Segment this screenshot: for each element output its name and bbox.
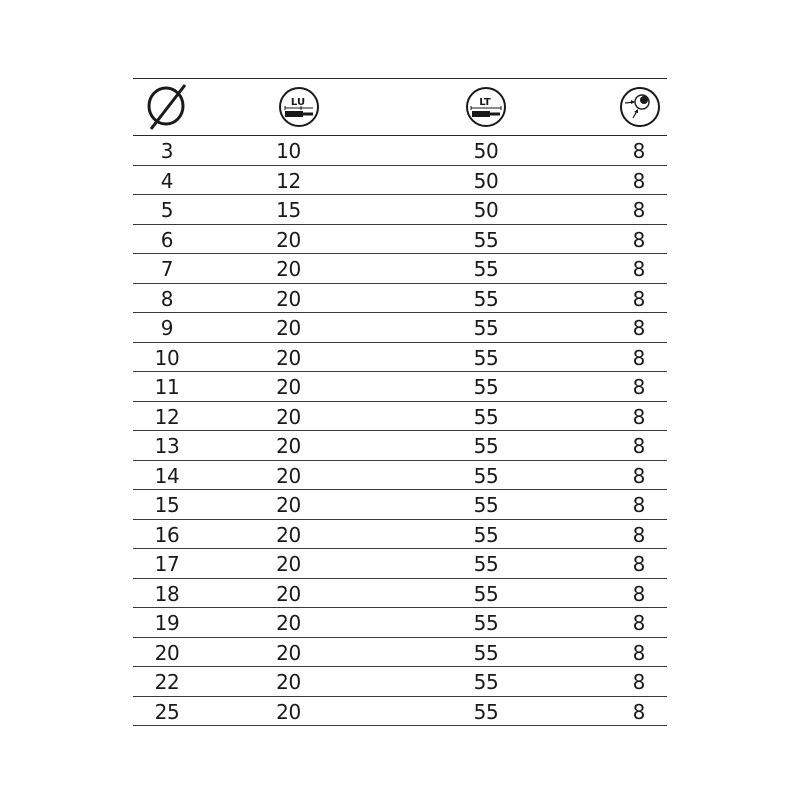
cell-chip-flutes: 8 [632,522,645,547]
cell-total-length: 55 [473,463,499,488]
cell-diameter: 4 [160,168,174,193]
cell-diameter: 12 [154,404,180,429]
cell-total-length: 55 [473,640,499,665]
cell-total-length: 50 [473,198,499,223]
header-usable-length [201,79,406,135]
cell-usable-length: 20 [276,463,301,488]
cell-total-length: 55 [473,404,499,429]
table-row [133,343,667,373]
table-header [133,78,667,136]
cell-diameter: 25 [154,699,180,724]
cell-chip-flutes: 8 [632,375,645,400]
cell-diameter: 8 [160,286,174,311]
cell-chip-flutes: 8 [632,640,645,665]
table-row [133,195,667,225]
table-row [133,136,667,166]
cell-usable-length: 20 [276,493,301,518]
cell-diameter: 7 [160,257,174,282]
cell-diameter: 6 [160,227,174,252]
cell-chip-flutes: 8 [632,581,645,606]
cell-usable-length: 20 [276,670,301,695]
cell-total-length: 50 [473,168,499,193]
diameter-icon [141,82,193,132]
total-length-label: LT [479,97,491,108]
cell-diameter: 19 [154,611,180,636]
usable-length-label: LU [290,97,305,108]
cell-usable-length: 20 [276,375,301,400]
cell-chip-flutes: 8 [632,611,645,636]
header-diameter [133,79,201,135]
cell-diameter: 13 [154,434,180,459]
total-length-icon [462,86,510,128]
cell-usable-length: 20 [276,404,301,429]
chip-flute-icon [617,85,663,129]
cell-diameter: 18 [154,581,180,606]
table-row [133,372,667,402]
cell-usable-length: 20 [276,552,301,577]
cell-diameter: 3 [160,139,174,164]
cell-chip-flutes: 8 [632,552,645,577]
cell-diameter: 14 [154,463,180,488]
cell-total-length: 55 [473,699,499,724]
cell-total-length: 55 [473,375,499,400]
cell-diameter: 10 [154,345,180,370]
cell-chip-flutes: 8 [632,404,645,429]
cell-total-length: 55 [473,522,499,547]
header-chip-flute [566,79,667,135]
cell-total-length: 55 [473,316,499,341]
cell-chip-flutes: 8 [632,286,645,311]
cell-total-length: 50 [473,139,499,164]
cell-total-length: 55 [473,611,499,636]
table-row [133,225,667,255]
specification-table [133,78,667,726]
cell-diameter: 9 [160,316,174,341]
cell-usable-length: 20 [276,286,301,311]
cell-total-length: 55 [473,552,499,577]
cell-chip-flutes: 8 [632,670,645,695]
table-row [133,254,667,284]
cell-usable-length: 10 [276,139,301,164]
cell-usable-length: 20 [276,316,301,341]
cell-usable-length: 12 [276,168,301,193]
table-row [133,520,667,550]
cell-total-length: 55 [473,434,499,459]
cell-chip-flutes: 8 [632,198,645,223]
table-row [133,638,667,668]
cell-diameter: 20 [154,640,180,665]
cell-usable-length: 20 [276,699,301,724]
cell-total-length: 55 [473,257,499,282]
cell-usable-length: 20 [276,434,301,459]
cell-total-length: 55 [473,345,499,370]
cell-usable-length: 20 [276,227,301,252]
table-row [133,166,667,196]
cell-usable-length: 20 [276,611,301,636]
table-row [133,579,667,609]
table-row [133,431,667,461]
cell-diameter: 22 [154,670,180,695]
cell-chip-flutes: 8 [632,699,645,724]
cell-total-length: 55 [473,227,499,252]
table-row [133,608,667,638]
cell-chip-flutes: 8 [632,345,645,370]
cell-diameter: 5 [160,198,174,223]
cell-chip-flutes: 8 [632,139,645,164]
cell-usable-length: 20 [276,345,301,370]
table-row [133,549,667,579]
cell-diameter: 11 [154,375,180,400]
table-row [133,461,667,491]
cell-chip-flutes: 8 [632,434,645,459]
cell-diameter: 16 [154,522,180,547]
cell-total-length: 55 [473,286,499,311]
usable-length-icon [275,86,323,128]
cell-chip-flutes: 8 [632,168,645,193]
cell-chip-flutes: 8 [632,493,645,518]
cell-chip-flutes: 8 [632,463,645,488]
table-row [133,402,667,432]
cell-usable-length: 20 [276,522,301,547]
cell-total-length: 55 [473,581,499,606]
cell-diameter: 17 [154,552,180,577]
cell-diameter: 15 [154,493,180,518]
table-row [133,284,667,314]
cell-usable-length: 20 [276,640,301,665]
header-total-length [406,79,566,135]
cell-total-length: 55 [473,670,499,695]
cell-usable-length: 20 [276,581,301,606]
cell-total-length: 55 [473,493,499,518]
table-row [133,313,667,343]
table-body [133,136,667,726]
cell-chip-flutes: 8 [632,316,645,341]
cell-usable-length: 15 [276,198,301,223]
table-row [133,490,667,520]
cell-chip-flutes: 8 [632,257,645,282]
table-row [133,697,667,727]
cell-chip-flutes: 8 [632,227,645,252]
table-row [133,667,667,697]
cell-usable-length: 20 [276,257,301,282]
